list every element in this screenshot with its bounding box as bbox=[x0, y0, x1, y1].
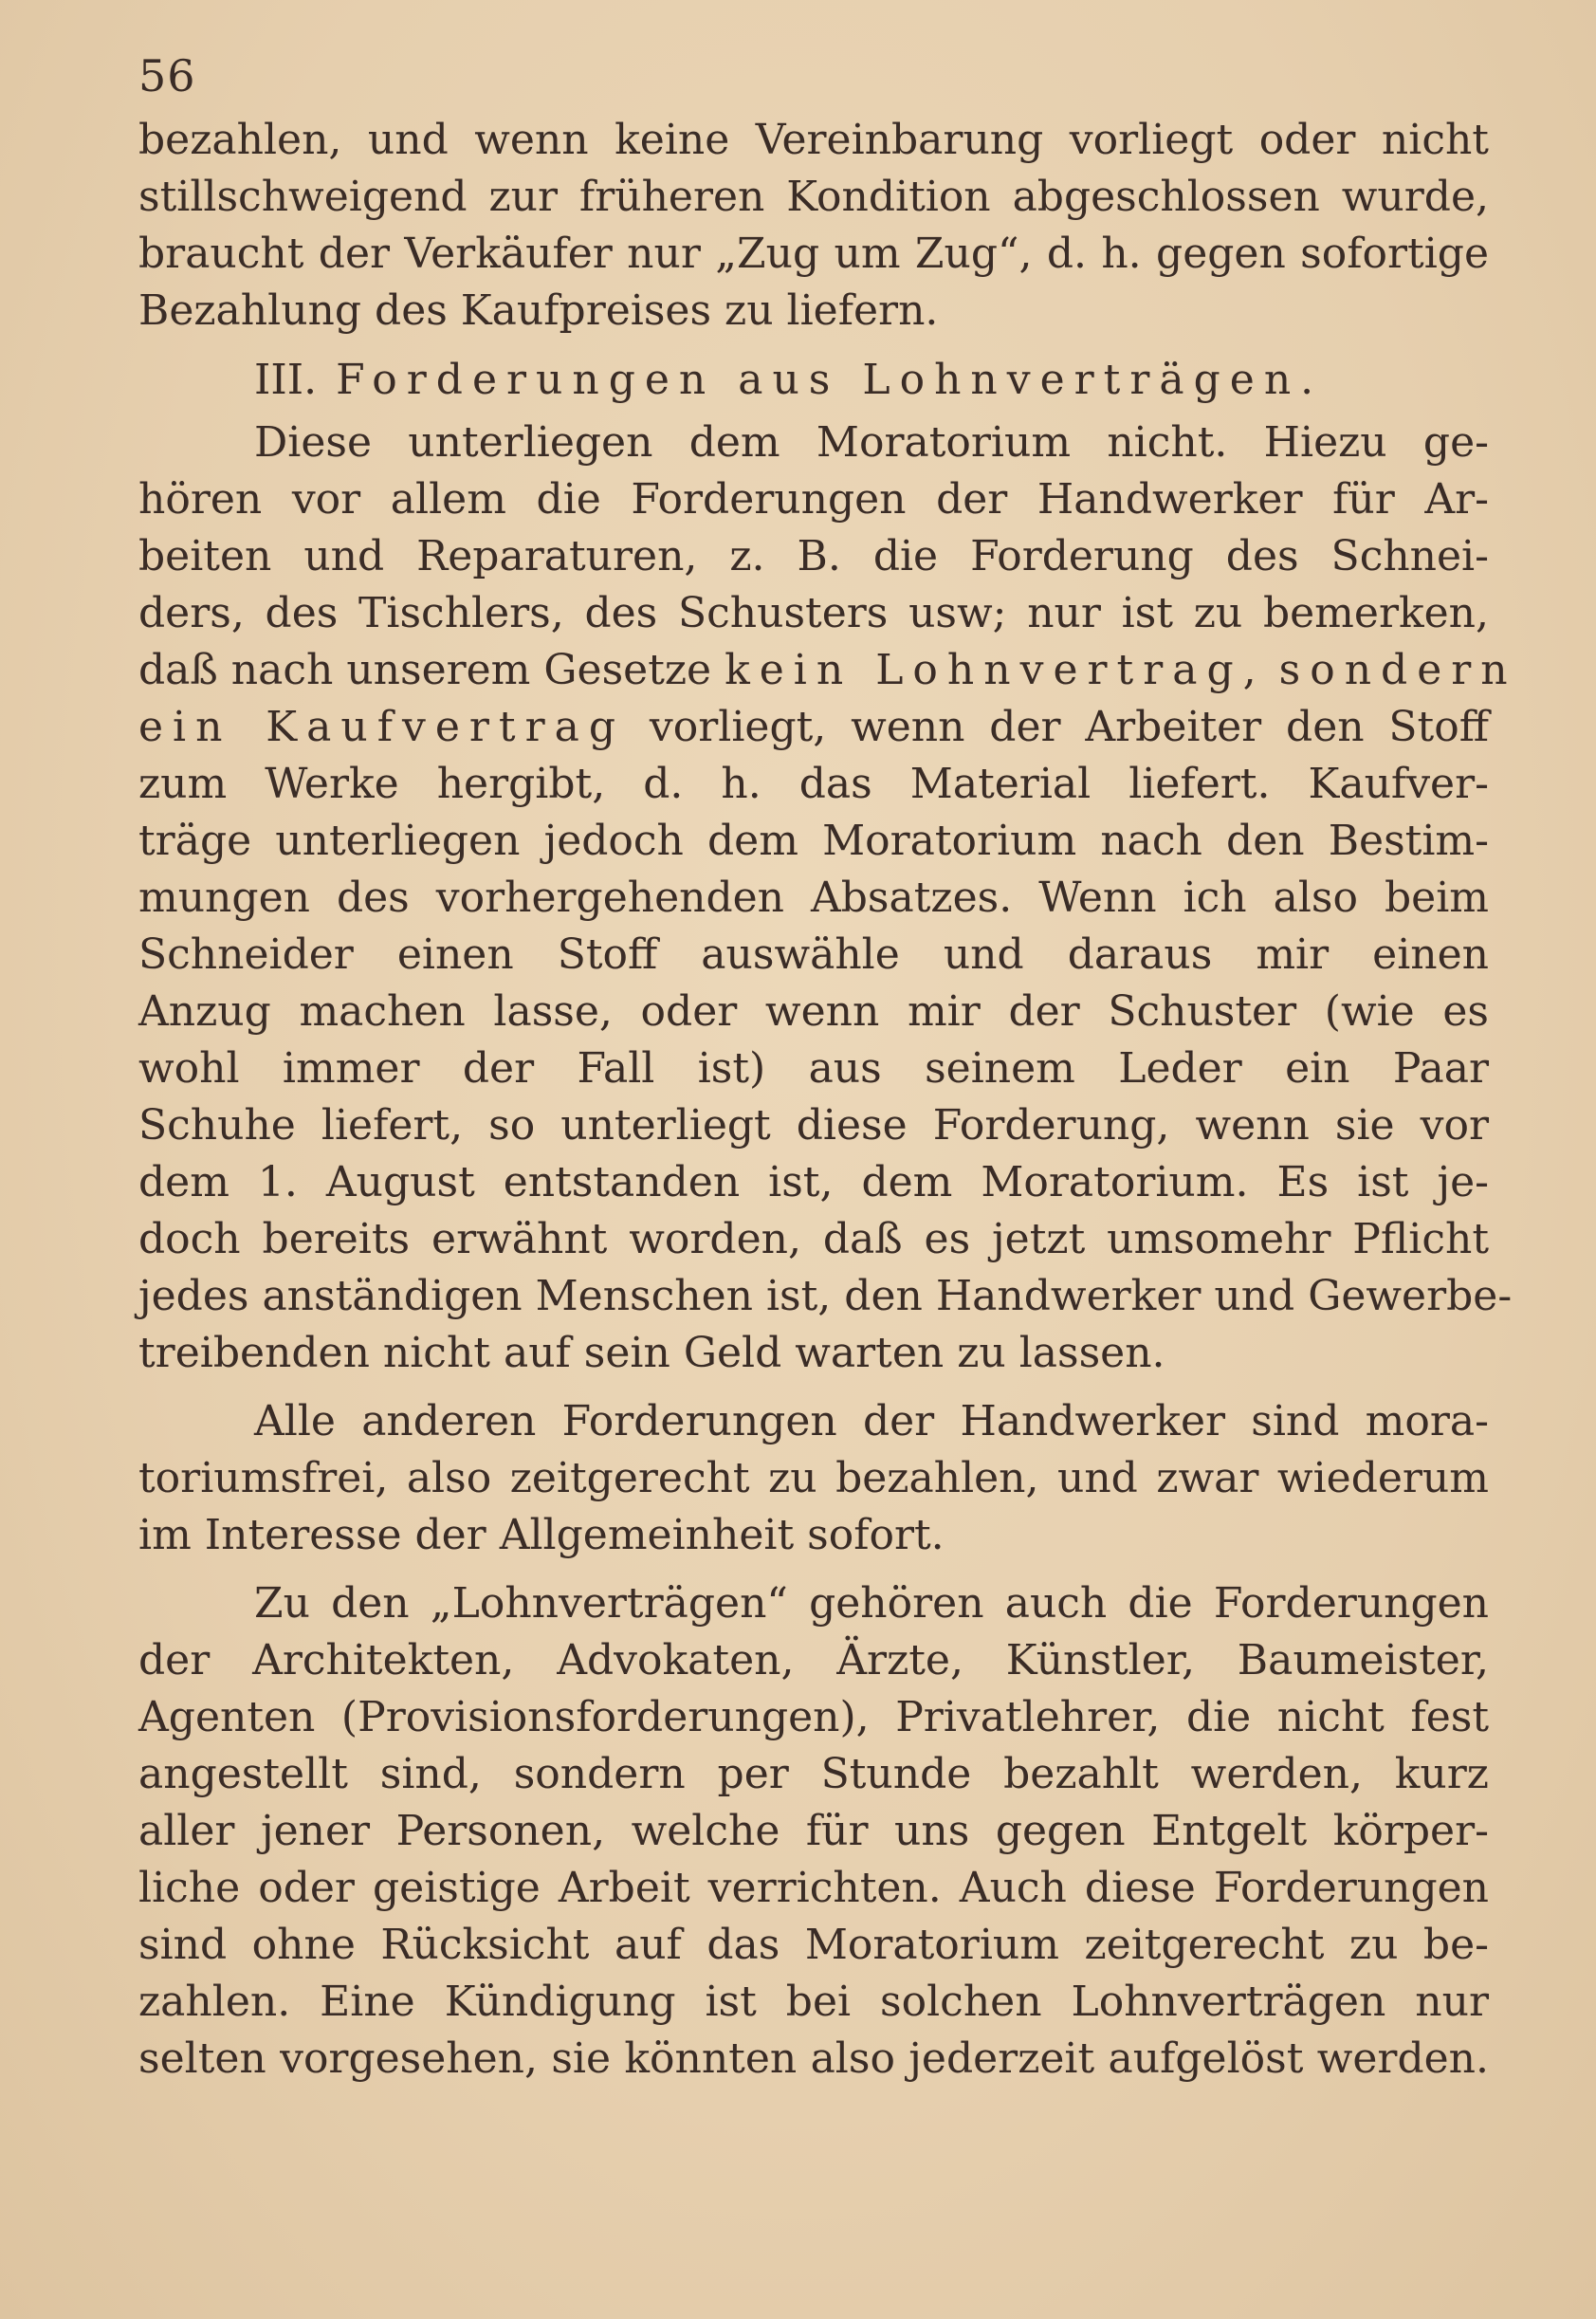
paragraph-4-line: liche oder geistige Arbeit verrichten. Auch diese Forderungen bbox=[138, 1864, 1489, 1912]
paragraph-2-line: mungen des vorhergehenden Absatzes. Wenn ich also beim bbox=[138, 874, 1489, 922]
emphasis-text: kein Lohnvertrag, bbox=[725, 646, 1266, 694]
emphasis-text: sondern bbox=[1278, 646, 1517, 694]
paragraph-2-line: Anzug machen lasse, oder wenn mir der Schuster (wie es bbox=[138, 987, 1489, 1036]
paragraph-2-line bbox=[138, 641, 1517, 700]
page-number: 56 bbox=[138, 50, 196, 101]
paragraph-2-line: Schuhe liefert, so unterliegt diese Forderung, wenn sie vor bbox=[138, 1101, 1489, 1150]
paragraph-2-line: beiten und Reparaturen, z. B. die Forderung des Schnei- bbox=[138, 532, 1489, 580]
paragraph-4-line: zahlen. Eine Kündigung ist bei solchen Lohnverträgen nur bbox=[138, 1978, 1489, 2026]
paragraph-2-line: dem 1. August entstanden ist, dem Moratorium. Es ist je- bbox=[138, 1158, 1489, 1206]
paragraph-2-line: Schneider einen Stoff auswähle und daraus mir einen bbox=[138, 930, 1489, 979]
paragraph-2-line: treibenden nicht auf sein Geld warten zu lassen. bbox=[138, 1329, 1165, 1377]
line-text: daß nach unserem Gesetze bbox=[138, 646, 712, 694]
paragraph-4-line: Zu den „Lohnverträgen“ gehören auch die Forderungen bbox=[254, 1579, 1489, 1628]
paragraph-4-line: selten vorgesehen, sie könnten also jederzeit aufgelöst werden. bbox=[138, 2034, 1489, 2083]
paragraph-4-line: sind ohne Rücksicht auf das Moratorium zeitgerecht zu be- bbox=[138, 1921, 1489, 1969]
paragraph-2-line: doch bereits erwähnt worden, daß es jetzt umsomehr Pflicht bbox=[138, 1215, 1489, 1263]
paragraph-1-line: Bezahlung des Kaufpreises zu liefern. bbox=[138, 286, 939, 335]
paragraph-2-line: Diese unterliegen dem Moratorium nicht. Hiezu ge- bbox=[254, 418, 1489, 467]
paragraph-2-line: zum Werke hergibt, d. h. das Material liefert. Kaufver- bbox=[138, 760, 1489, 808]
paragraph-2-line: ders, des Tischlers, des Schusters usw; nur ist zu bemerken, bbox=[138, 589, 1489, 637]
paragraph-4-line: angestellt sind, sondern per Stunde bezahlt werden, kurz bbox=[138, 1750, 1489, 1798]
paragraph-4-line: aller jener Personen, welche für uns gegen Entgelt körper- bbox=[138, 1807, 1489, 1855]
paragraph-2-line: jedes anständigen Menschen ist, den Handwerker und Gewerbe- bbox=[138, 1272, 1513, 1320]
paragraph-3-line: im Interesse der Allgemeinheit sofort. bbox=[138, 1511, 945, 1559]
paragraph-4-line: der Architekten, Advokaten, Ärzte, Künstler, Baumeister, bbox=[138, 1636, 1489, 1684]
paragraph-3-line: toriumsfrei, also zeitgerecht zu bezahlen, und zwar wiederum bbox=[138, 1454, 1489, 1502]
section-title: Forderungen aus Lohnverträgen. bbox=[336, 356, 1324, 404]
paragraph-1-line: bezahlen, und wenn keine Vereinbarung vorliegt oder nicht bbox=[138, 116, 1489, 164]
paragraph-2-line: träge unterliegen jedoch dem Moratorium nach den Bestim- bbox=[138, 817, 1489, 865]
paragraph-4-line: Agenten (Provisionsforderungen), Privatlehrer, die nicht fest bbox=[138, 1693, 1489, 1741]
line-text: vorliegt, wenn der Arbeiter den Stoff bbox=[649, 703, 1489, 751]
emphasis-text: ein Kaufvertrag bbox=[138, 703, 626, 751]
section-heading bbox=[254, 351, 1323, 410]
paragraph-3-line: Alle anderen Forderungen der Handwerker sind mora- bbox=[254, 1397, 1489, 1445]
paragraph-1-line: braucht der Verkäufer nur „Zug um Zug“, d. h. gegen sofortige bbox=[138, 230, 1489, 278]
paragraph-2-line: wohl immer der Fall ist) aus seinem Leder ein Paar bbox=[138, 1044, 1489, 1093]
paragraph-2-line bbox=[138, 698, 1489, 757]
section-numeral: III. bbox=[254, 356, 318, 404]
paragraph-2-line: hören vor allem die Forderungen der Handwerker für Ar- bbox=[138, 475, 1489, 524]
paragraph-1-line: stillschweigend zur früheren Kondition abgeschlossen wurde, bbox=[138, 173, 1489, 221]
